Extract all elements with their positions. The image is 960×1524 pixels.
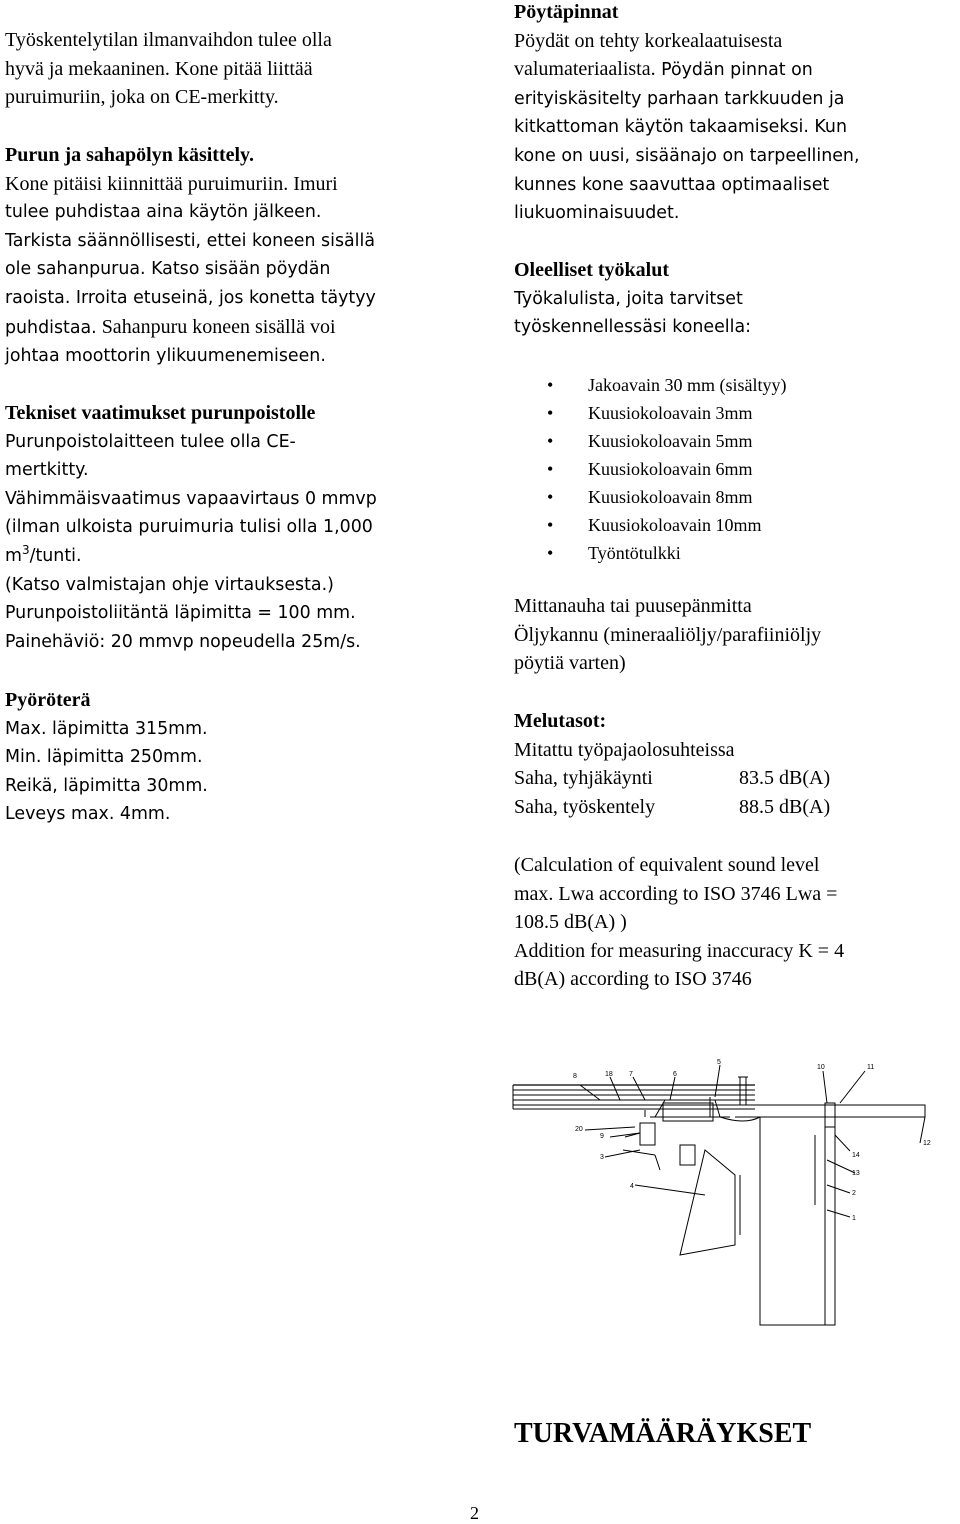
diagram-label: 6 [673, 1071, 677, 1078]
text-line: Pöydät on tehty korkealaatuisesta [514, 29, 783, 52]
section-heading: Tekniset vaatimukset purunpoistolle [5, 402, 316, 424]
text-line: Max. läpimitta 315mm. [5, 718, 208, 739]
text-line: kone on uusi, sisäänajo on tarpeellinen, [514, 145, 860, 166]
list-item: • Kuusiokoloavain 10mm [514, 511, 786, 539]
text-line: puhdistaa. Sahanpuru koneen sisällä voi [5, 315, 336, 338]
safety-heading: TURVAMÄÄRÄYKSET [514, 1418, 812, 1449]
text-line: (Katso valmistajan ohje virtauksesta.) [5, 574, 334, 595]
diagram-label: 7 [629, 1071, 633, 1078]
diagram-labels [573, 1059, 931, 1222]
diagram-label: 18 [605, 1071, 613, 1078]
text-line: ole sahanpurua. Katso sisään pöydän [5, 259, 331, 280]
section-heading: Oleelliset työkalut [514, 259, 669, 281]
diagram-label: 3 [600, 1154, 604, 1161]
section-heading: Purun ja sahapölyn käsittely. [5, 144, 254, 166]
section-heading: Melutasot: [514, 710, 607, 732]
text-line: Addition for measuring inaccuracy K = 4 [514, 939, 845, 962]
extra-tools [514, 592, 821, 678]
text-line: kunnes kone saavuttaa optimaaliset [514, 174, 830, 195]
section-heading: Pyöröterä [5, 689, 91, 711]
text-line: Tarkista säännöllisesti, ettei koneen sisällä [5, 230, 375, 251]
list-item: • Jakoavain 30 mm (sisältyy) [514, 371, 786, 399]
text-line: raoista. Irroita etuseinä, jos konetta täytyy [5, 287, 376, 308]
diagram-label: 9 [600, 1133, 604, 1140]
section-heading: Pöytäpinnat [514, 1, 619, 23]
text-line: hyvä ja mekaaninen. Kone pitää liittää [5, 57, 313, 80]
bullet: • [547, 543, 554, 563]
text-line: liukuominaisuudet. [514, 203, 680, 224]
list-item: • Kuusiokoloavain 6mm [514, 455, 786, 483]
diagram-label: 11 [867, 1064, 875, 1071]
dust-section [5, 141, 376, 371]
diagram-label: 1 [852, 1215, 856, 1222]
diagram-label: 5 [717, 1059, 721, 1066]
text-line: kitkattoman käytön takaamiseksi. Kun [514, 117, 847, 138]
diagram-label: 13 [852, 1170, 860, 1177]
diagram-label: 20 [575, 1126, 583, 1133]
text-line: Min. läpimitta 250mm. [5, 747, 203, 768]
text-line: Painehäviö: 20 mmvp nopeudella 25m/s. [5, 631, 361, 652]
bullet: • [547, 431, 554, 451]
diagram-label: 4 [630, 1183, 634, 1190]
text-line: Purunpoistolaitteen tulee olla CE- [5, 431, 296, 452]
machine-diagram [505, 1055, 955, 1340]
text-line: tulee puhdistaa aina käytön jälkeen. [5, 202, 322, 223]
list-item: • Kuusiokoloavain 8mm [514, 483, 786, 511]
text-line: puruimuriin, joka on CE-merkitty. [5, 86, 279, 109]
text-line: johtaa moottorin ylikuumenemiseen. [5, 346, 326, 367]
text-line: Reikä, läpimitta 30mm. [5, 775, 208, 796]
text-line: valumateriaalista. Pöydän pinnat on [514, 58, 813, 81]
bullet: • [547, 459, 554, 479]
text-line: dB(A) according to ISO 3746 [514, 968, 752, 991]
page-number: 2 [470, 1503, 479, 1523]
text-line: työskennellessäsi koneella: [514, 317, 751, 338]
bullet: • [547, 403, 554, 423]
list-item: • Kuusiokoloavain 3mm [514, 399, 786, 427]
text-line: mertkitty. [5, 460, 89, 481]
text-line: Kone pitäisi kiinnittää puruimuriin. Imuri [5, 172, 338, 195]
text-line: max. Lwa according to ISO 3746 Lwa = [514, 882, 838, 905]
text-line: Mittanauha tai puusepänmitta [514, 595, 752, 617]
text-line: Öljykannu (mineraaliöljy/parafiiniöljy [514, 623, 822, 646]
noise-section [514, 707, 830, 821]
diagram-label: 14 [852, 1152, 860, 1159]
bullet: • [547, 487, 554, 507]
noise-row: Saha, työskentely 88.5 dB(A) [514, 795, 831, 818]
blade-section [5, 686, 208, 829]
bullet: • [547, 375, 554, 395]
text-line: Työskentelytilan ilmanvaihdon tulee olla [5, 29, 332, 51]
tools-list [514, 371, 786, 567]
diagram-label: 10 [817, 1064, 825, 1071]
text-line: Leveys max. 4mm. [5, 804, 171, 825]
text-line: (ilman ulkoista puruimuria tulisi olla 1,000 [5, 517, 373, 538]
noise-row: Saha, tyhjäkäynti 83.5 dB(A) [514, 767, 831, 790]
list-item: • Työntötulkki [514, 539, 786, 567]
text-line: Vähimmäisvaatimus vapaavirtaus 0 mmvp [5, 488, 377, 509]
diagram-label: 8 [573, 1073, 577, 1080]
text-line: Työkalulista, joita tarvitset [514, 288, 743, 309]
table-section [514, 0, 860, 228]
bullet: • [547, 515, 554, 535]
text-line: Purunpoistoliitäntä läpimitta = 100 mm. [5, 603, 356, 624]
text-line: $m^3$/tunti. [5, 543, 82, 566]
diagram-label: 2 [852, 1190, 856, 1197]
text-line: erityiskäsitelty parhaan tarkkuuden ja [514, 88, 845, 109]
text-line: (Calculation of equivalent sound level [514, 854, 820, 876]
ventilation-paragraph [5, 26, 332, 112]
extraction-section [5, 399, 377, 656]
text-line: Mitattu työpajaolosuhteissa [514, 738, 735, 761]
text-line: pöytiä varten) [514, 652, 626, 675]
calculation-note [514, 851, 844, 994]
tools-section [514, 256, 751, 342]
diagram-label: 12 [923, 1140, 931, 1147]
text-line: 108.5 dB(A) ) [514, 911, 627, 934]
list-item: • Kuusiokoloavain 5mm [514, 427, 786, 455]
